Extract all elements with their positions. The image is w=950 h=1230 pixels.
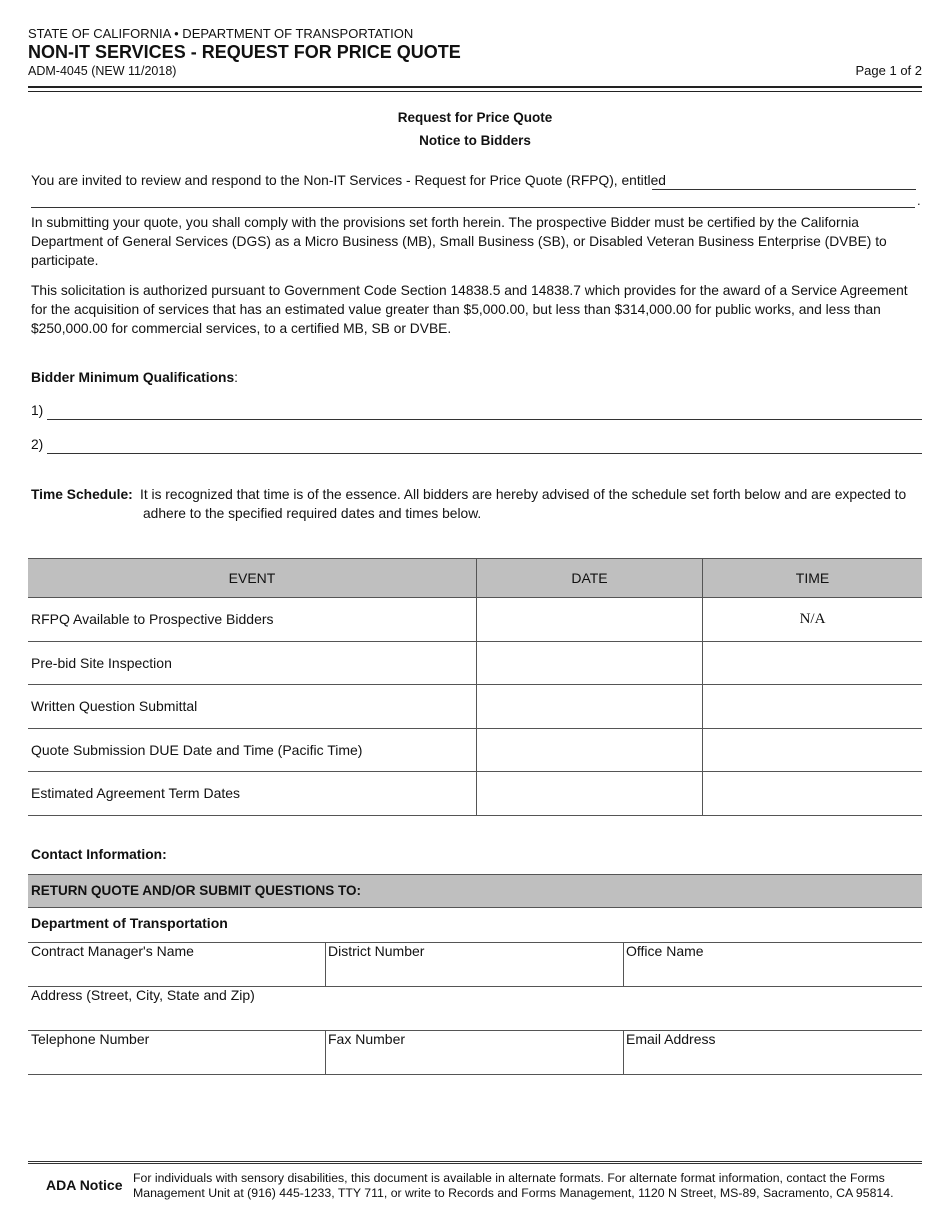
time-schedule-label: Time Schedule: <box>31 487 133 502</box>
title-period: . <box>917 193 921 208</box>
time-cell[interactable] <box>703 728 923 772</box>
heading-notice-to-bidders: Notice to Bidders <box>419 133 531 148</box>
time-schedule-text-2: adhere to the specified required dates and times below. <box>143 506 482 521</box>
header-date: DATE <box>477 559 703 598</box>
form-code: ADM-4045 (NEW 11/2018) <box>28 64 177 78</box>
rfpq-title-field-2[interactable] <box>31 190 915 208</box>
time-cell[interactable] <box>703 641 923 685</box>
header-time: TIME <box>703 559 923 598</box>
date-cell[interactable] <box>477 598 703 642</box>
time-cell[interactable]: N/A <box>703 598 923 642</box>
qualifications-heading <box>31 370 238 385</box>
telephone-label: Telephone Number <box>31 1031 150 1047</box>
schedule-header-row <box>28 559 922 598</box>
header-rule-top <box>28 86 922 88</box>
address-field[interactable] <box>28 987 922 1031</box>
event-cell: Estimated Agreement Term Dates <box>28 772 477 816</box>
paragraph-authority-text: This solicitation is authorized pursuant to Government Code Section 14838.5 and 14838.7 which provides for the award of a Service Agreement for the acquisition of services that has an estimated value greater than $5,000.00, but less than $314,000.00 for public works, and less than $250,000.00 for commercial services, to a certified MB, SB or DVBE. <box>31 283 908 336</box>
return-quote-bar-text: RETURN QUOTE AND/OR SUBMIT QUESTIONS TO: <box>31 883 362 898</box>
header-rule-bottom <box>28 91 922 92</box>
email-field[interactable] <box>623 1031 922 1074</box>
event-cell: RFPQ Available to Prospective Bidders <box>28 598 477 642</box>
event-cell: Quote Submission DUE Date and Time (Pacific Time) <box>28 728 477 772</box>
invite-text: You are invited to review and respond to the Non-IT Services - Request for Price Quote (RFPQ), entitled <box>31 173 666 188</box>
page-number: Page 1 of 2 <box>855 63 922 78</box>
table-row <box>28 728 922 772</box>
agency-line: STATE OF CALIFORNIA • DEPARTMENT OF TRANSPORTATION <box>28 26 414 41</box>
contract-manager-field[interactable] <box>28 943 326 986</box>
schedule-table <box>28 558 922 816</box>
ada-rule <box>28 1161 922 1164</box>
date-cell[interactable] <box>477 728 703 772</box>
email-label: Email Address <box>626 1031 716 1047</box>
office-name-field[interactable] <box>623 943 922 986</box>
fax-label: Fax Number <box>328 1031 406 1047</box>
rfpq-title-field-1[interactable] <box>652 172 916 190</box>
paragraph-compliance-text: In submitting your quote, you shall comply with the provisions set forth herein. The prospective Bidder must be certified by the California Department of General Services (DGS) as a Micro Business (MB), Small Business (SB), or Disabled Veteran Business Enterprise (DVBE) to participate. <box>31 215 887 268</box>
form-title: NON-IT SERVICES - REQUEST FOR PRICE QUOTE <box>28 42 461 62</box>
qualification-field-2[interactable] <box>47 437 922 454</box>
ada-notice-label: ADA Notice <box>46 1177 123 1193</box>
fax-field[interactable] <box>325 1031 624 1074</box>
table-row <box>28 772 922 816</box>
heading-request-for-price-quote: Request for Price Quote <box>397 110 553 125</box>
office-name-label: Office Name <box>626 943 704 959</box>
date-cell[interactable] <box>477 772 703 816</box>
date-cell[interactable] <box>477 685 703 729</box>
district-number-field[interactable] <box>325 943 624 986</box>
qualifications-label: Bidder Minimum Qualifications <box>31 370 235 385</box>
return-quote-bar <box>28 874 922 908</box>
time-schedule-text-1: It is recognized that time is of the essence. All bidders are hereby advised of the schedule set forth below and are expected to <box>140 487 907 502</box>
ada-notice-text: For individuals with sensory disabilities, this document is available in alternate formats. For alternate format information, contact the Forms Management Unit at (916) 445-1233, TTY 711, or write to Records and Forms Management, 1120 N Street, MS-89, Sacramento, CA 95814. <box>133 1171 894 1200</box>
qualification-number-1: 1) <box>31 403 44 418</box>
contract-manager-label: Contract Manager's Name <box>31 943 194 959</box>
qualifications-colon: : <box>234 370 238 385</box>
address-label: Address (Street, City, State and Zip) <box>31 987 255 1003</box>
table-row <box>28 685 922 729</box>
contact-information-label: Contact Information: <box>31 847 167 862</box>
header-event: EVENT <box>28 559 477 598</box>
time-cell[interactable] <box>703 685 923 729</box>
event-cell: Pre-bid Site Inspection <box>28 641 477 685</box>
district-number-label: District Number <box>328 943 425 959</box>
table-row <box>28 598 922 642</box>
date-cell[interactable] <box>477 641 703 685</box>
paragraph-authority <box>31 281 916 338</box>
contact-row-1 <box>28 943 922 987</box>
address-cell <box>28 987 922 1030</box>
time-cell[interactable] <box>703 772 923 816</box>
department-name: Department of Transportation <box>31 915 228 931</box>
table-row <box>28 641 922 685</box>
contact-row-3 <box>28 1031 922 1075</box>
event-cell: Written Question Submittal <box>28 685 477 729</box>
qualification-field-1[interactable] <box>47 403 922 420</box>
paragraph-compliance <box>31 213 916 270</box>
telephone-field[interactable] <box>28 1031 326 1074</box>
qualification-number-2: 2) <box>31 437 44 452</box>
